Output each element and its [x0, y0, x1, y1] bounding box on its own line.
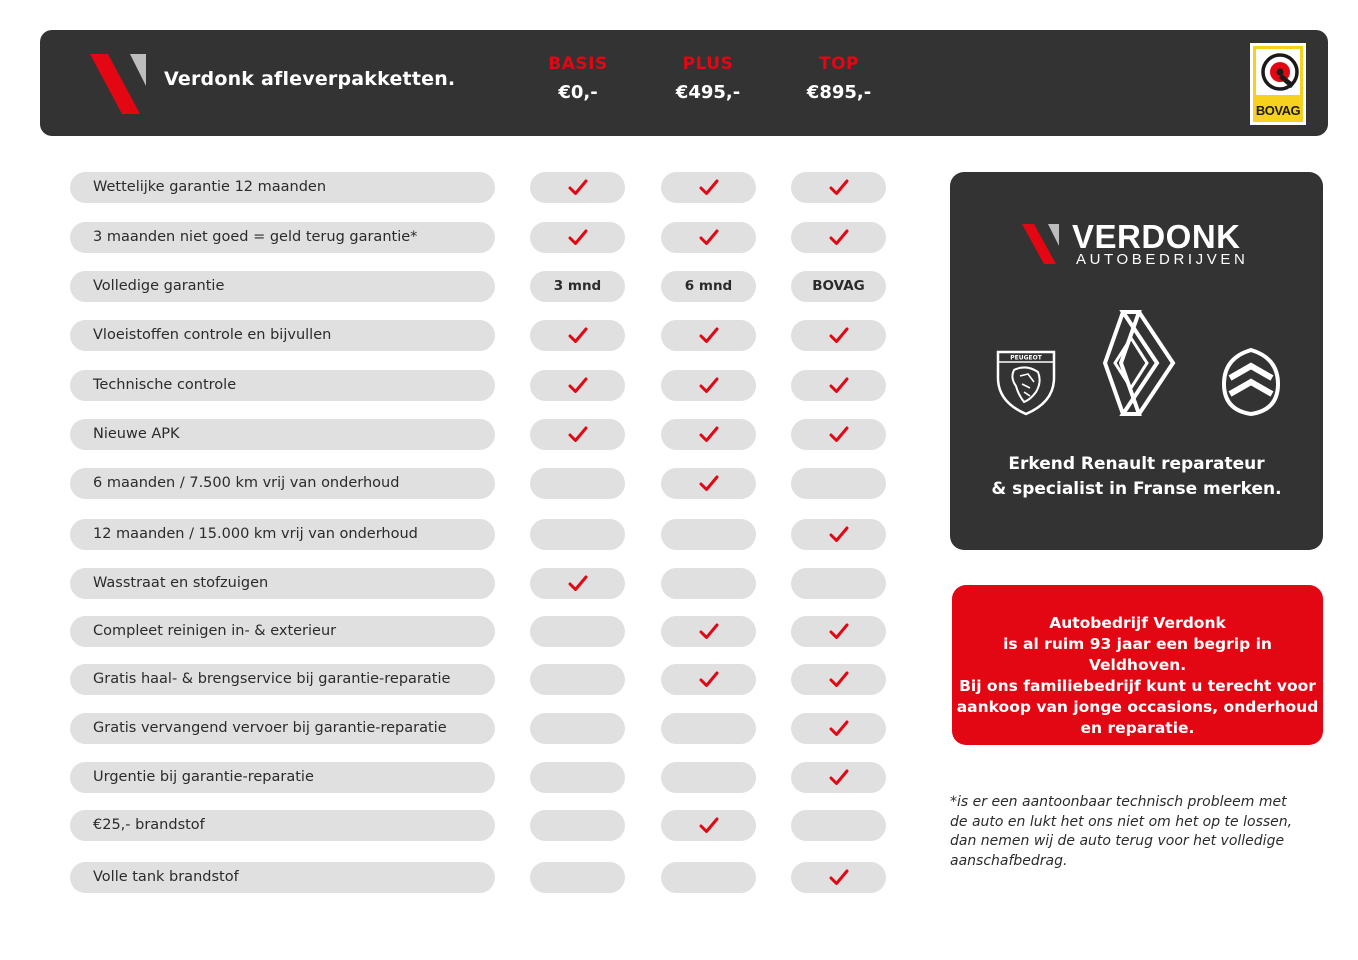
package-cell	[661, 713, 756, 744]
check-icon	[829, 869, 849, 886]
footnote-line: dan nemen wij de auto terug voor het volledige	[950, 833, 1285, 849]
footnote	[950, 793, 1330, 871]
package-cell	[530, 862, 625, 893]
check-icon	[568, 575, 588, 592]
table-row	[70, 370, 890, 401]
check-icon	[568, 179, 588, 196]
package-cell	[791, 568, 886, 599]
row-label: Wasstraat en stofzuigen	[70, 568, 495, 599]
package-cell	[661, 568, 756, 599]
peugeot-icon	[994, 348, 1058, 416]
package-cell: 3 mnd	[530, 271, 625, 302]
table-row	[70, 568, 890, 599]
package-cell	[661, 810, 756, 841]
verdonk-logo-icon	[90, 52, 150, 114]
footnote-line: *is er een aantoonbaar technisch probleem met	[950, 794, 1287, 810]
check-icon	[699, 377, 719, 394]
table-row	[70, 271, 890, 302]
check-icon	[699, 229, 719, 246]
renault-icon	[1099, 310, 1179, 416]
row-label: Gratis vervangend vervoer bij garantie-reparatie	[70, 713, 495, 744]
brand-subtitle: AUTOBEDRIJVEN	[1076, 251, 1249, 268]
check-icon	[699, 179, 719, 196]
table-row	[70, 519, 890, 550]
package-cell	[791, 172, 886, 203]
row-label: Compleet reinigen in- & exterieur	[70, 616, 495, 647]
package-cell	[661, 519, 756, 550]
package-cell	[791, 616, 886, 647]
package-cell	[661, 616, 756, 647]
table-row	[70, 222, 890, 253]
row-label: €25,- brandstof	[70, 810, 495, 841]
package-cell	[661, 862, 756, 893]
info-panel	[952, 585, 1323, 745]
check-icon	[829, 526, 849, 543]
check-icon	[829, 623, 849, 640]
package-cell	[661, 664, 756, 695]
info-line: aankoop van jonge occasions, onderhoud	[956, 698, 1319, 716]
page-title: Verdonk afleverpakketten.	[164, 68, 456, 90]
package-cell	[530, 172, 625, 203]
check-icon	[699, 475, 719, 492]
package-cell	[791, 519, 886, 550]
row-label: 3 maanden niet goed = geld terug garantie*	[70, 222, 495, 253]
table-row	[70, 762, 890, 793]
brand-caption-line: & specialist in Franse merken.	[991, 479, 1282, 499]
package-plus	[653, 54, 763, 103]
row-label: Wettelijke garantie 12 maanden	[70, 172, 495, 203]
check-icon	[829, 720, 849, 737]
table-row	[70, 320, 890, 351]
row-label: Vloeistoffen controle en bijvullen	[70, 320, 495, 351]
package-name: PLUS	[682, 54, 734, 74]
info-line: en reparatie.	[1080, 719, 1195, 737]
row-label: Volledige garantie	[70, 271, 495, 302]
package-cell	[791, 370, 886, 401]
brand-panel	[950, 172, 1323, 550]
info-line: Bij ons familiebedrijf kunt u terecht voor	[959, 677, 1316, 695]
package-cell	[791, 713, 886, 744]
check-icon	[829, 426, 849, 443]
table-row	[70, 468, 890, 499]
package-cell	[530, 468, 625, 499]
table-row	[70, 862, 890, 893]
package-cell	[791, 419, 886, 450]
package-cell	[661, 222, 756, 253]
check-icon	[829, 327, 849, 344]
package-name: TOP	[818, 54, 859, 74]
package-cell	[530, 320, 625, 351]
footnote-line: aanschafbedrag.	[950, 852, 1068, 869]
table-row	[70, 664, 890, 695]
package-cell	[791, 222, 886, 253]
package-cell	[530, 616, 625, 647]
check-icon	[699, 623, 719, 640]
check-icon	[829, 671, 849, 688]
package-cell	[530, 713, 625, 744]
check-icon	[829, 377, 849, 394]
brand-caption-line: Erkend Renault reparateur	[1008, 454, 1265, 474]
brand-caption	[950, 452, 1323, 502]
package-cell	[530, 568, 625, 599]
package-cell	[530, 370, 625, 401]
check-icon	[829, 769, 849, 786]
package-cell	[661, 468, 756, 499]
package-price: €895,-	[806, 82, 872, 103]
peugeot-wordmark: PEUGEOT	[1010, 354, 1042, 362]
check-icon	[568, 377, 588, 394]
table-row	[70, 616, 890, 647]
package-cell	[530, 664, 625, 695]
row-label: 12 maanden / 15.000 km vrij van onderhoud	[70, 519, 495, 550]
package-cell	[791, 320, 886, 351]
bovag-emblem-icon	[1258, 50, 1302, 94]
check-icon	[568, 327, 588, 344]
row-label: Volle tank brandstof	[70, 862, 495, 893]
package-cell	[530, 762, 625, 793]
check-icon	[699, 671, 719, 688]
package-cell	[661, 419, 756, 450]
bovag-badge	[1250, 43, 1306, 125]
package-cell: BOVAG	[791, 271, 886, 302]
table-row	[70, 810, 890, 841]
package-cell	[661, 320, 756, 351]
package-cell	[791, 862, 886, 893]
package-cell	[791, 810, 886, 841]
check-icon	[829, 229, 849, 246]
package-cell	[661, 762, 756, 793]
package-basis	[523, 54, 633, 103]
package-cell	[791, 664, 886, 695]
verdonk-logo-icon	[1022, 222, 1062, 264]
info-line: is al ruim 93 jaar een begrip in Veldhoven.	[1003, 635, 1272, 674]
package-cell	[530, 222, 625, 253]
check-icon	[699, 426, 719, 443]
row-label: Gratis haal- & brengservice bij garantie-reparatie	[70, 664, 495, 695]
bovag-label: BOVAG	[1255, 103, 1301, 118]
check-icon	[829, 179, 849, 196]
brand-name: VERDONK	[1072, 218, 1241, 255]
row-label: 6 maanden / 7.500 km vrij van onderhoud	[70, 468, 495, 499]
check-icon	[699, 817, 719, 834]
package-name: BASIS	[548, 54, 608, 74]
citroen-icon	[1222, 348, 1280, 416]
package-cell	[791, 762, 886, 793]
package-cell	[661, 172, 756, 203]
check-icon	[568, 426, 588, 443]
row-label: Urgentie bij garantie-reparatie	[70, 762, 495, 793]
table-row	[70, 172, 890, 203]
footnote-line: de auto en lukt het ons niet om het op te lossen,	[950, 813, 1293, 830]
header-bar	[40, 30, 1328, 136]
package-price: €0,-	[558, 82, 598, 103]
package-cell	[530, 810, 625, 841]
package-cell	[530, 519, 625, 550]
package-top	[784, 54, 894, 103]
row-label: Nieuwe APK	[70, 419, 495, 450]
check-icon	[568, 229, 588, 246]
package-cell	[530, 419, 625, 450]
package-cell	[791, 468, 886, 499]
package-price: €495,-	[675, 82, 741, 103]
table-row	[70, 419, 890, 450]
table-row	[70, 713, 890, 744]
package-cell	[661, 370, 756, 401]
package-cell: 6 mnd	[661, 271, 756, 302]
row-label: Technische controle	[70, 370, 495, 401]
info-line: Autobedrijf Verdonk	[1049, 614, 1226, 632]
check-icon	[699, 327, 719, 344]
